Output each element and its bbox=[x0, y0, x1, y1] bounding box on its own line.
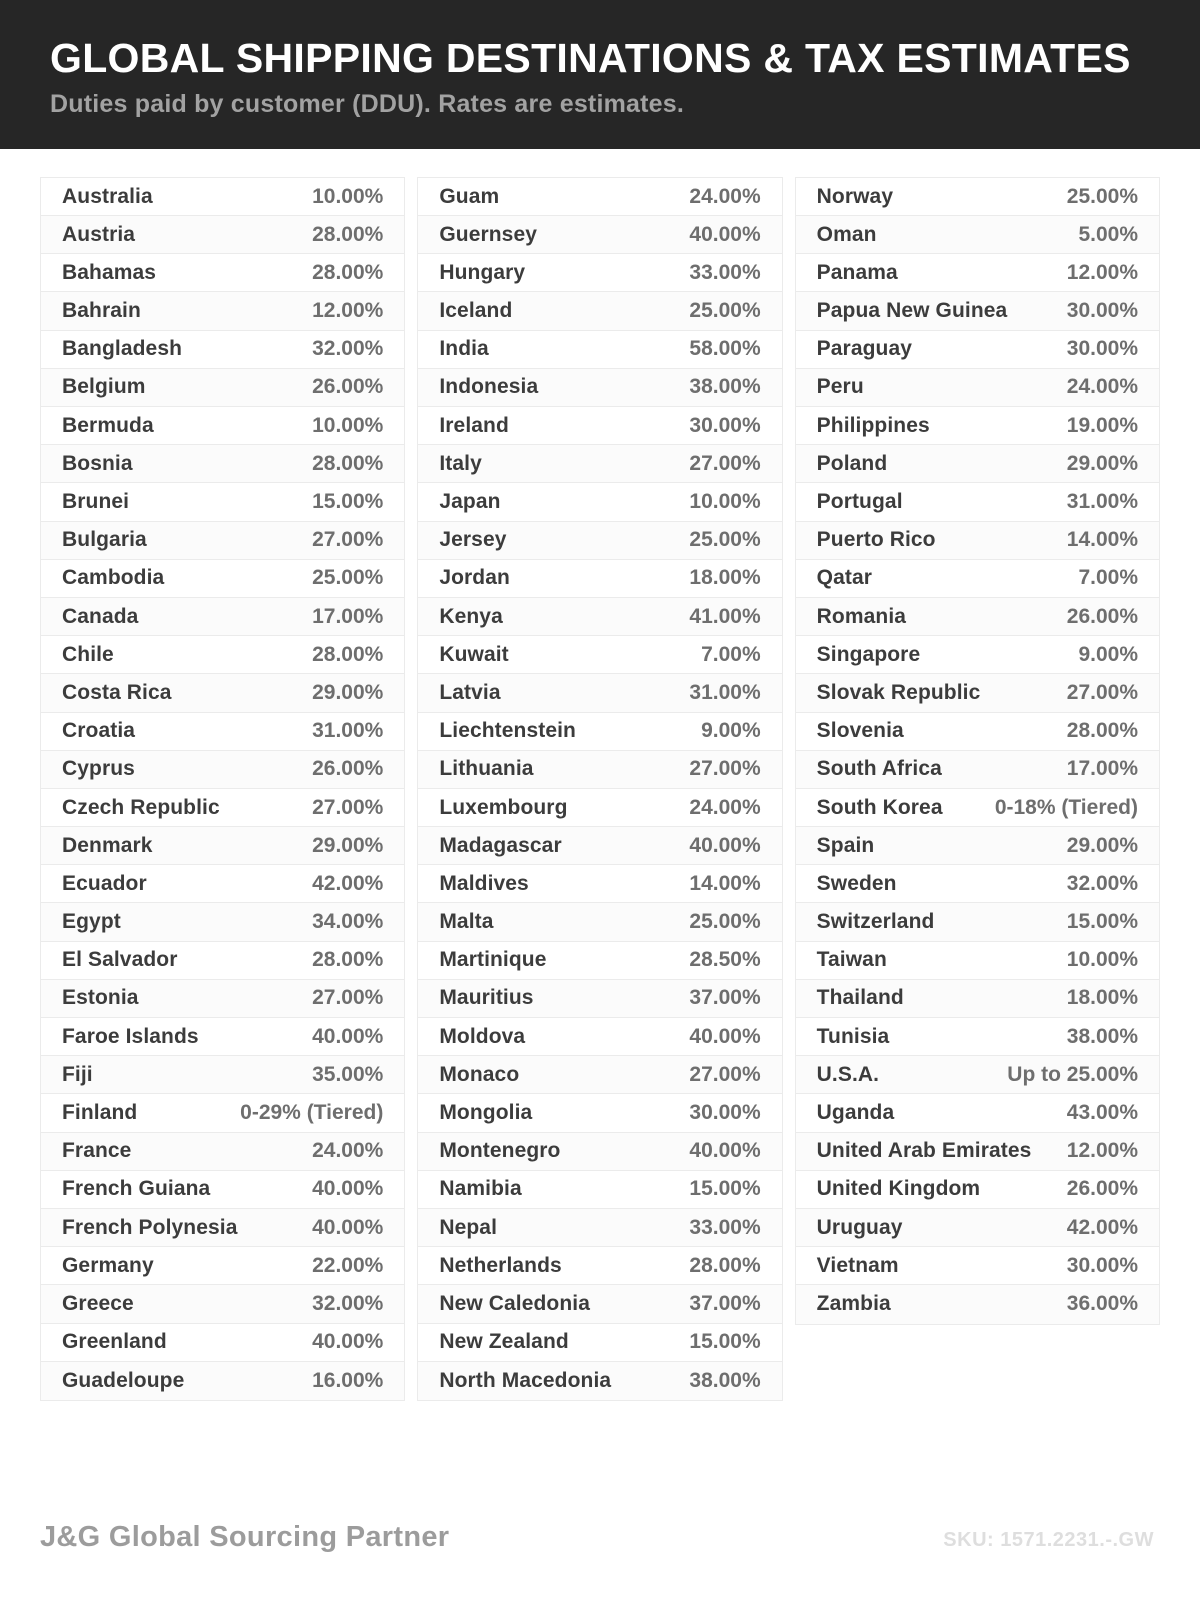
table-row bbox=[796, 980, 1159, 1018]
tax-rate: 28.00% bbox=[312, 451, 384, 475]
tax-rate: 29.00% bbox=[312, 833, 384, 857]
table-row bbox=[796, 942, 1159, 980]
table-row bbox=[796, 178, 1159, 216]
tax-rate: 24.00% bbox=[689, 795, 761, 819]
table-row bbox=[418, 980, 781, 1018]
table-row bbox=[418, 178, 781, 216]
tax-rate: 28.00% bbox=[1066, 719, 1138, 743]
table-row bbox=[418, 636, 781, 674]
table-row bbox=[418, 865, 781, 903]
table-row bbox=[796, 789, 1159, 827]
country-name: Madagascar bbox=[439, 833, 562, 857]
country-name: Austria bbox=[62, 222, 136, 246]
tax-rate: 27.00% bbox=[689, 451, 761, 475]
table-row bbox=[418, 827, 781, 865]
table-row bbox=[41, 1209, 404, 1247]
country-name: Luxembourg bbox=[439, 795, 568, 819]
table-row bbox=[796, 598, 1159, 636]
country-name: Montenegro bbox=[439, 1139, 561, 1163]
country-name: Estonia bbox=[62, 986, 139, 1010]
tax-rate: 25.00% bbox=[689, 299, 761, 323]
table-row bbox=[796, 483, 1159, 521]
table-row bbox=[41, 1285, 404, 1323]
country-name: Guernsey bbox=[439, 222, 538, 246]
country-name: Panama bbox=[816, 260, 898, 284]
tax-rate: 27.00% bbox=[689, 1062, 761, 1086]
table-row bbox=[41, 407, 404, 445]
country-name: Qatar bbox=[816, 566, 873, 590]
table-row bbox=[41, 331, 404, 369]
country-name: U.S.A. bbox=[816, 1062, 880, 1086]
table-row bbox=[418, 483, 781, 521]
country-name: Belgium bbox=[62, 375, 146, 399]
table-row bbox=[41, 1324, 404, 1362]
tax-rate: 58.00% bbox=[689, 337, 761, 361]
table-row bbox=[41, 1362, 404, 1400]
table-row bbox=[418, 522, 781, 560]
table-row bbox=[41, 636, 404, 674]
country-name: Oman bbox=[816, 222, 877, 246]
tax-rate: 26.00% bbox=[1066, 604, 1138, 628]
table-row bbox=[418, 713, 781, 751]
tax-rate: 28.00% bbox=[312, 948, 384, 972]
brand-name: J&G Global Sourcing Partner bbox=[40, 1521, 450, 1553]
table-row bbox=[418, 789, 781, 827]
country-name: United Kingdom bbox=[816, 1177, 981, 1201]
country-name: Latvia bbox=[439, 680, 501, 704]
country-name: Denmark bbox=[62, 833, 153, 857]
table-row bbox=[796, 216, 1159, 254]
tax-rate: 16.00% bbox=[312, 1368, 384, 1392]
tax-rate: 15.00% bbox=[689, 1330, 761, 1354]
country-name: Australia bbox=[62, 184, 153, 208]
tax-rate: 10.00% bbox=[689, 490, 761, 513]
tax-rate: 40.00% bbox=[312, 1177, 384, 1201]
tax-rate: 40.00% bbox=[689, 833, 761, 857]
table-row bbox=[796, 254, 1159, 292]
country-name: Mongolia bbox=[439, 1101, 533, 1124]
tax-rate: 26.00% bbox=[1066, 1177, 1138, 1201]
country-name: Norway bbox=[816, 184, 894, 208]
table-row bbox=[418, 1018, 781, 1056]
country-name: Kuwait bbox=[439, 642, 509, 666]
country-name: Greenland bbox=[62, 1330, 167, 1354]
country-name: Moldova bbox=[439, 1024, 526, 1048]
tax-rate: 26.00% bbox=[312, 757, 384, 781]
country-name: Uganda bbox=[816, 1101, 895, 1124]
table-row bbox=[41, 980, 404, 1018]
tax-rate: 27.00% bbox=[312, 795, 384, 819]
tax-rate: 14.00% bbox=[689, 871, 761, 895]
country-name: New Caledonia bbox=[439, 1291, 590, 1315]
table-row bbox=[418, 1324, 781, 1362]
table-row bbox=[796, 331, 1159, 369]
tax-rate: 40.00% bbox=[312, 1215, 384, 1239]
tax-rate: 25.00% bbox=[312, 566, 384, 590]
tax-rate: 30.00% bbox=[689, 413, 761, 437]
table-row bbox=[418, 598, 781, 636]
table-row bbox=[41, 1018, 404, 1056]
tax-rate: 36.00% bbox=[1066, 1292, 1138, 1316]
page-title: GLOBAL SHIPPING DESTINATIONS & TAX ESTIMATES bbox=[50, 35, 1131, 81]
country-name: Poland bbox=[816, 451, 888, 475]
tax-rate: 18.00% bbox=[689, 566, 761, 590]
country-name: India bbox=[439, 337, 489, 361]
table-row bbox=[41, 216, 404, 254]
tax-rate: 38.00% bbox=[1066, 1024, 1138, 1048]
table-row bbox=[418, 407, 781, 445]
table-row bbox=[41, 1171, 404, 1209]
table-row bbox=[41, 560, 404, 598]
tax-rate: 24.00% bbox=[1066, 375, 1138, 399]
country-name: Bulgaria bbox=[62, 528, 147, 552]
table-row bbox=[796, 560, 1159, 598]
country-name: Fiji bbox=[62, 1062, 93, 1086]
tax-rate: 38.00% bbox=[689, 375, 761, 399]
country-name: Guam bbox=[439, 184, 500, 208]
tax-rate: 10.00% bbox=[1066, 948, 1138, 972]
country-name: Paraguay bbox=[816, 337, 913, 361]
table-row bbox=[41, 1133, 404, 1171]
page-subtitle: Duties paid by customer (DDU). Rates are estimates. bbox=[50, 89, 685, 118]
table-row bbox=[796, 1056, 1159, 1094]
tax-rate: 15.00% bbox=[689, 1177, 761, 1201]
tax-rate: 30.00% bbox=[689, 1101, 761, 1124]
table-row bbox=[796, 1285, 1159, 1323]
tax-rate: 24.00% bbox=[689, 184, 761, 208]
country-name: Hungary bbox=[439, 260, 526, 284]
country-name: Lithuania bbox=[439, 757, 534, 781]
table-row bbox=[41, 1094, 404, 1132]
country-name: Cyprus bbox=[62, 757, 135, 781]
table-row bbox=[418, 1209, 781, 1247]
tax-rate: 40.00% bbox=[689, 222, 761, 246]
country-name: Japan bbox=[439, 490, 501, 513]
table-row bbox=[418, 751, 781, 789]
tax-rate: 30.00% bbox=[1066, 337, 1138, 361]
tax-rate: 27.00% bbox=[312, 528, 384, 552]
tax-rate: 26.00% bbox=[312, 375, 384, 399]
tax-rate: 22.00% bbox=[312, 1253, 384, 1277]
table-row bbox=[796, 522, 1159, 560]
country-name: Namibia bbox=[439, 1177, 522, 1201]
country-name: Vietnam bbox=[816, 1253, 899, 1277]
country-name: Malta bbox=[439, 910, 494, 934]
table-row bbox=[418, 903, 781, 941]
country-name: Kenya bbox=[439, 604, 503, 628]
table-row bbox=[796, 674, 1159, 712]
table-row bbox=[418, 445, 781, 483]
tax-rate: 30.00% bbox=[1066, 299, 1138, 323]
country-name: Jersey bbox=[439, 528, 507, 552]
table-row bbox=[796, 827, 1159, 865]
table-row bbox=[796, 636, 1159, 674]
country-name: Peru bbox=[816, 375, 864, 399]
tax-rate: 37.00% bbox=[689, 986, 761, 1010]
tax-rate: 28.00% bbox=[312, 222, 384, 246]
tax-rate: 40.00% bbox=[689, 1139, 761, 1163]
header-banner bbox=[0, 0, 1200, 149]
tax-rate: 34.00% bbox=[312, 910, 384, 934]
table-row bbox=[41, 713, 404, 751]
country-name: Papua New Guinea bbox=[816, 299, 1008, 323]
tax-rate: 31.00% bbox=[1066, 490, 1138, 513]
tax-rate: 32.00% bbox=[312, 337, 384, 361]
table-row bbox=[418, 1285, 781, 1323]
tax-rate: 25.00% bbox=[689, 910, 761, 934]
table-row bbox=[796, 292, 1159, 330]
country-name: Greece bbox=[62, 1291, 134, 1315]
table-row bbox=[418, 292, 781, 330]
tax-rate: 29.00% bbox=[312, 680, 384, 704]
country-name: Czech Republic bbox=[62, 795, 220, 819]
country-name: Slovak Republic bbox=[816, 680, 981, 704]
rates-column-3 bbox=[795, 177, 1160, 1325]
table-row bbox=[41, 751, 404, 789]
country-name: Switzerland bbox=[816, 910, 935, 934]
country-name: Croatia bbox=[62, 719, 136, 743]
table-row bbox=[418, 216, 781, 254]
country-name: Martinique bbox=[439, 948, 547, 972]
table-row bbox=[796, 903, 1159, 941]
tax-rate: 42.00% bbox=[1066, 1215, 1138, 1239]
tax-rate: 7.00% bbox=[701, 642, 761, 666]
tax-rate: 17.00% bbox=[312, 604, 384, 628]
table-row bbox=[41, 827, 404, 865]
rates-column-1 bbox=[40, 177, 405, 1401]
table-row bbox=[41, 292, 404, 330]
table-row bbox=[41, 598, 404, 636]
table-row bbox=[41, 445, 404, 483]
tax-rate: 43.00% bbox=[1066, 1101, 1138, 1124]
tax-rate: 9.00% bbox=[1078, 642, 1138, 666]
table-row bbox=[796, 1209, 1159, 1247]
table-row bbox=[41, 522, 404, 560]
tax-rate: 40.00% bbox=[689, 1024, 761, 1048]
country-name: Brunei bbox=[62, 490, 130, 513]
country-name: Nepal bbox=[439, 1215, 498, 1239]
table-row bbox=[418, 942, 781, 980]
table-row bbox=[418, 1362, 781, 1400]
tax-rate: Up to 25.00% bbox=[1007, 1062, 1138, 1086]
table-row bbox=[41, 903, 404, 941]
tax-rate: 9.00% bbox=[701, 719, 761, 743]
table-row bbox=[418, 331, 781, 369]
table-row bbox=[41, 1247, 404, 1285]
tax-rate: 40.00% bbox=[312, 1024, 384, 1048]
table-row bbox=[796, 407, 1159, 445]
tax-rate: 25.00% bbox=[1066, 184, 1138, 208]
tax-rate: 12.00% bbox=[312, 299, 384, 323]
table-row bbox=[418, 1133, 781, 1171]
country-name: Portugal bbox=[816, 490, 903, 513]
table-row bbox=[796, 1133, 1159, 1171]
table-row bbox=[796, 1171, 1159, 1209]
country-name: Bahrain bbox=[62, 299, 141, 323]
tax-rate: 41.00% bbox=[689, 604, 761, 628]
table-row bbox=[796, 1247, 1159, 1285]
country-name: Chile bbox=[62, 642, 114, 666]
tax-rate: 38.00% bbox=[689, 1368, 761, 1392]
tax-rate: 32.00% bbox=[1066, 871, 1138, 895]
table-row bbox=[796, 865, 1159, 903]
tax-rate: 42.00% bbox=[312, 871, 384, 895]
tax-rate: 28.00% bbox=[312, 642, 384, 666]
table-row bbox=[41, 789, 404, 827]
table-row bbox=[418, 1171, 781, 1209]
country-name: Cambodia bbox=[62, 566, 165, 590]
country-name: Sweden bbox=[816, 871, 897, 895]
tax-rate: 33.00% bbox=[689, 260, 761, 284]
tax-rate: 30.00% bbox=[1066, 1253, 1138, 1277]
country-name: Iceland bbox=[439, 299, 513, 323]
table-row bbox=[41, 178, 404, 216]
country-name: Bahamas bbox=[62, 260, 157, 284]
table-row bbox=[41, 483, 404, 521]
country-name: Tunisia bbox=[816, 1024, 890, 1048]
country-name: Guadeloupe bbox=[62, 1368, 185, 1392]
table-row bbox=[796, 369, 1159, 407]
tax-rate: 31.00% bbox=[689, 680, 761, 704]
tax-rate: 10.00% bbox=[312, 413, 384, 437]
country-name: French Guiana bbox=[62, 1177, 211, 1201]
country-name: French Polynesia bbox=[62, 1215, 238, 1239]
tax-rate: 32.00% bbox=[312, 1291, 384, 1315]
table-row bbox=[796, 751, 1159, 789]
tax-rates-table bbox=[40, 177, 1160, 1401]
country-name: United Arab Emirates bbox=[816, 1139, 1032, 1163]
table-row bbox=[418, 674, 781, 712]
country-name: El Salvador bbox=[62, 948, 178, 972]
table-row bbox=[796, 713, 1159, 751]
country-name: Jordan bbox=[439, 566, 510, 590]
country-name: North Macedonia bbox=[439, 1368, 612, 1392]
tax-rate: 0-29% (Tiered) bbox=[240, 1101, 384, 1124]
country-name: Philippines bbox=[816, 413, 930, 437]
table-row bbox=[41, 865, 404, 903]
tax-rate: 10.00% bbox=[312, 184, 384, 208]
tax-rate: 29.00% bbox=[1066, 451, 1138, 475]
table-row bbox=[41, 1056, 404, 1094]
sku-label: SKU: 1571.2231.-.GW bbox=[943, 1529, 1154, 1551]
tax-rate: 12.00% bbox=[1066, 260, 1138, 284]
tax-rate: 14.00% bbox=[1066, 528, 1138, 552]
country-name: Egypt bbox=[62, 910, 121, 934]
country-name: New Zealand bbox=[439, 1330, 569, 1354]
tax-rate: 24.00% bbox=[312, 1139, 384, 1163]
table-row bbox=[418, 560, 781, 598]
tax-rate: 25.00% bbox=[689, 528, 761, 552]
tax-rate: 35.00% bbox=[312, 1062, 384, 1086]
table-row bbox=[418, 1247, 781, 1285]
country-name: Bosnia bbox=[62, 451, 133, 475]
country-name: Italy bbox=[439, 451, 482, 475]
table-row bbox=[418, 369, 781, 407]
country-name: Slovenia bbox=[816, 719, 904, 743]
table-row bbox=[796, 1094, 1159, 1132]
tax-rate: 18.00% bbox=[1066, 986, 1138, 1010]
table-row bbox=[418, 1094, 781, 1132]
country-name: Costa Rica bbox=[62, 680, 172, 704]
tax-rate: 0-18% (Tiered) bbox=[994, 795, 1138, 819]
tax-rate: 40.00% bbox=[312, 1330, 384, 1354]
country-name: Spain bbox=[816, 833, 875, 857]
country-name: South Africa bbox=[816, 757, 942, 781]
country-name: Uruguay bbox=[816, 1215, 903, 1239]
country-name: Bangladesh bbox=[62, 337, 183, 361]
tax-rate: 29.00% bbox=[1066, 833, 1138, 857]
country-name: Romania bbox=[816, 604, 907, 628]
tax-rate: 17.00% bbox=[1066, 757, 1138, 781]
country-name: Singapore bbox=[816, 642, 921, 666]
tax-rate: 27.00% bbox=[312, 986, 384, 1010]
country-name: Ireland bbox=[439, 413, 509, 437]
table-row bbox=[418, 254, 781, 292]
country-name: Zambia bbox=[816, 1292, 891, 1316]
tax-rate: 28.00% bbox=[312, 260, 384, 284]
tax-rate: 19.00% bbox=[1066, 413, 1138, 437]
country-name: Puerto Rico bbox=[816, 528, 936, 552]
table-row bbox=[41, 942, 404, 980]
footer bbox=[40, 1521, 1154, 1554]
table-row bbox=[41, 369, 404, 407]
tax-rate: 28.50% bbox=[689, 948, 761, 972]
country-name: Ecuador bbox=[62, 871, 147, 895]
country-name: Canada bbox=[62, 604, 139, 628]
table-row bbox=[41, 254, 404, 292]
tax-rate: 15.00% bbox=[312, 490, 384, 513]
tax-rate: 28.00% bbox=[689, 1253, 761, 1277]
country-name: Taiwan bbox=[816, 948, 887, 972]
tax-rate: 5.00% bbox=[1078, 222, 1138, 246]
tax-rate: 27.00% bbox=[689, 757, 761, 781]
country-name: South Korea bbox=[816, 795, 943, 819]
tax-rate: 37.00% bbox=[689, 1291, 761, 1315]
table-row bbox=[41, 674, 404, 712]
country-name: Indonesia bbox=[439, 375, 539, 399]
country-name: Thailand bbox=[816, 986, 904, 1010]
country-name: Maldives bbox=[439, 871, 529, 895]
country-name: France bbox=[62, 1139, 132, 1163]
country-name: Faroe Islands bbox=[62, 1024, 199, 1048]
country-name: Germany bbox=[62, 1253, 154, 1277]
rates-column-2 bbox=[417, 177, 782, 1401]
country-name: Liechtenstein bbox=[439, 719, 576, 743]
table-row bbox=[796, 1018, 1159, 1056]
tax-rate: 33.00% bbox=[689, 1215, 761, 1239]
table-row bbox=[796, 445, 1159, 483]
tax-rate: 15.00% bbox=[1066, 910, 1138, 934]
tax-rate: 7.00% bbox=[1078, 566, 1138, 590]
country-name: Finland bbox=[62, 1101, 138, 1124]
country-name: Netherlands bbox=[439, 1253, 562, 1277]
tax-rate: 27.00% bbox=[1066, 680, 1138, 704]
country-name: Mauritius bbox=[439, 986, 534, 1010]
tax-rate: 12.00% bbox=[1066, 1139, 1138, 1163]
tax-rate: 31.00% bbox=[312, 719, 384, 743]
table-row bbox=[418, 1056, 781, 1094]
country-name: Bermuda bbox=[62, 413, 154, 437]
country-name: Monaco bbox=[439, 1062, 520, 1086]
